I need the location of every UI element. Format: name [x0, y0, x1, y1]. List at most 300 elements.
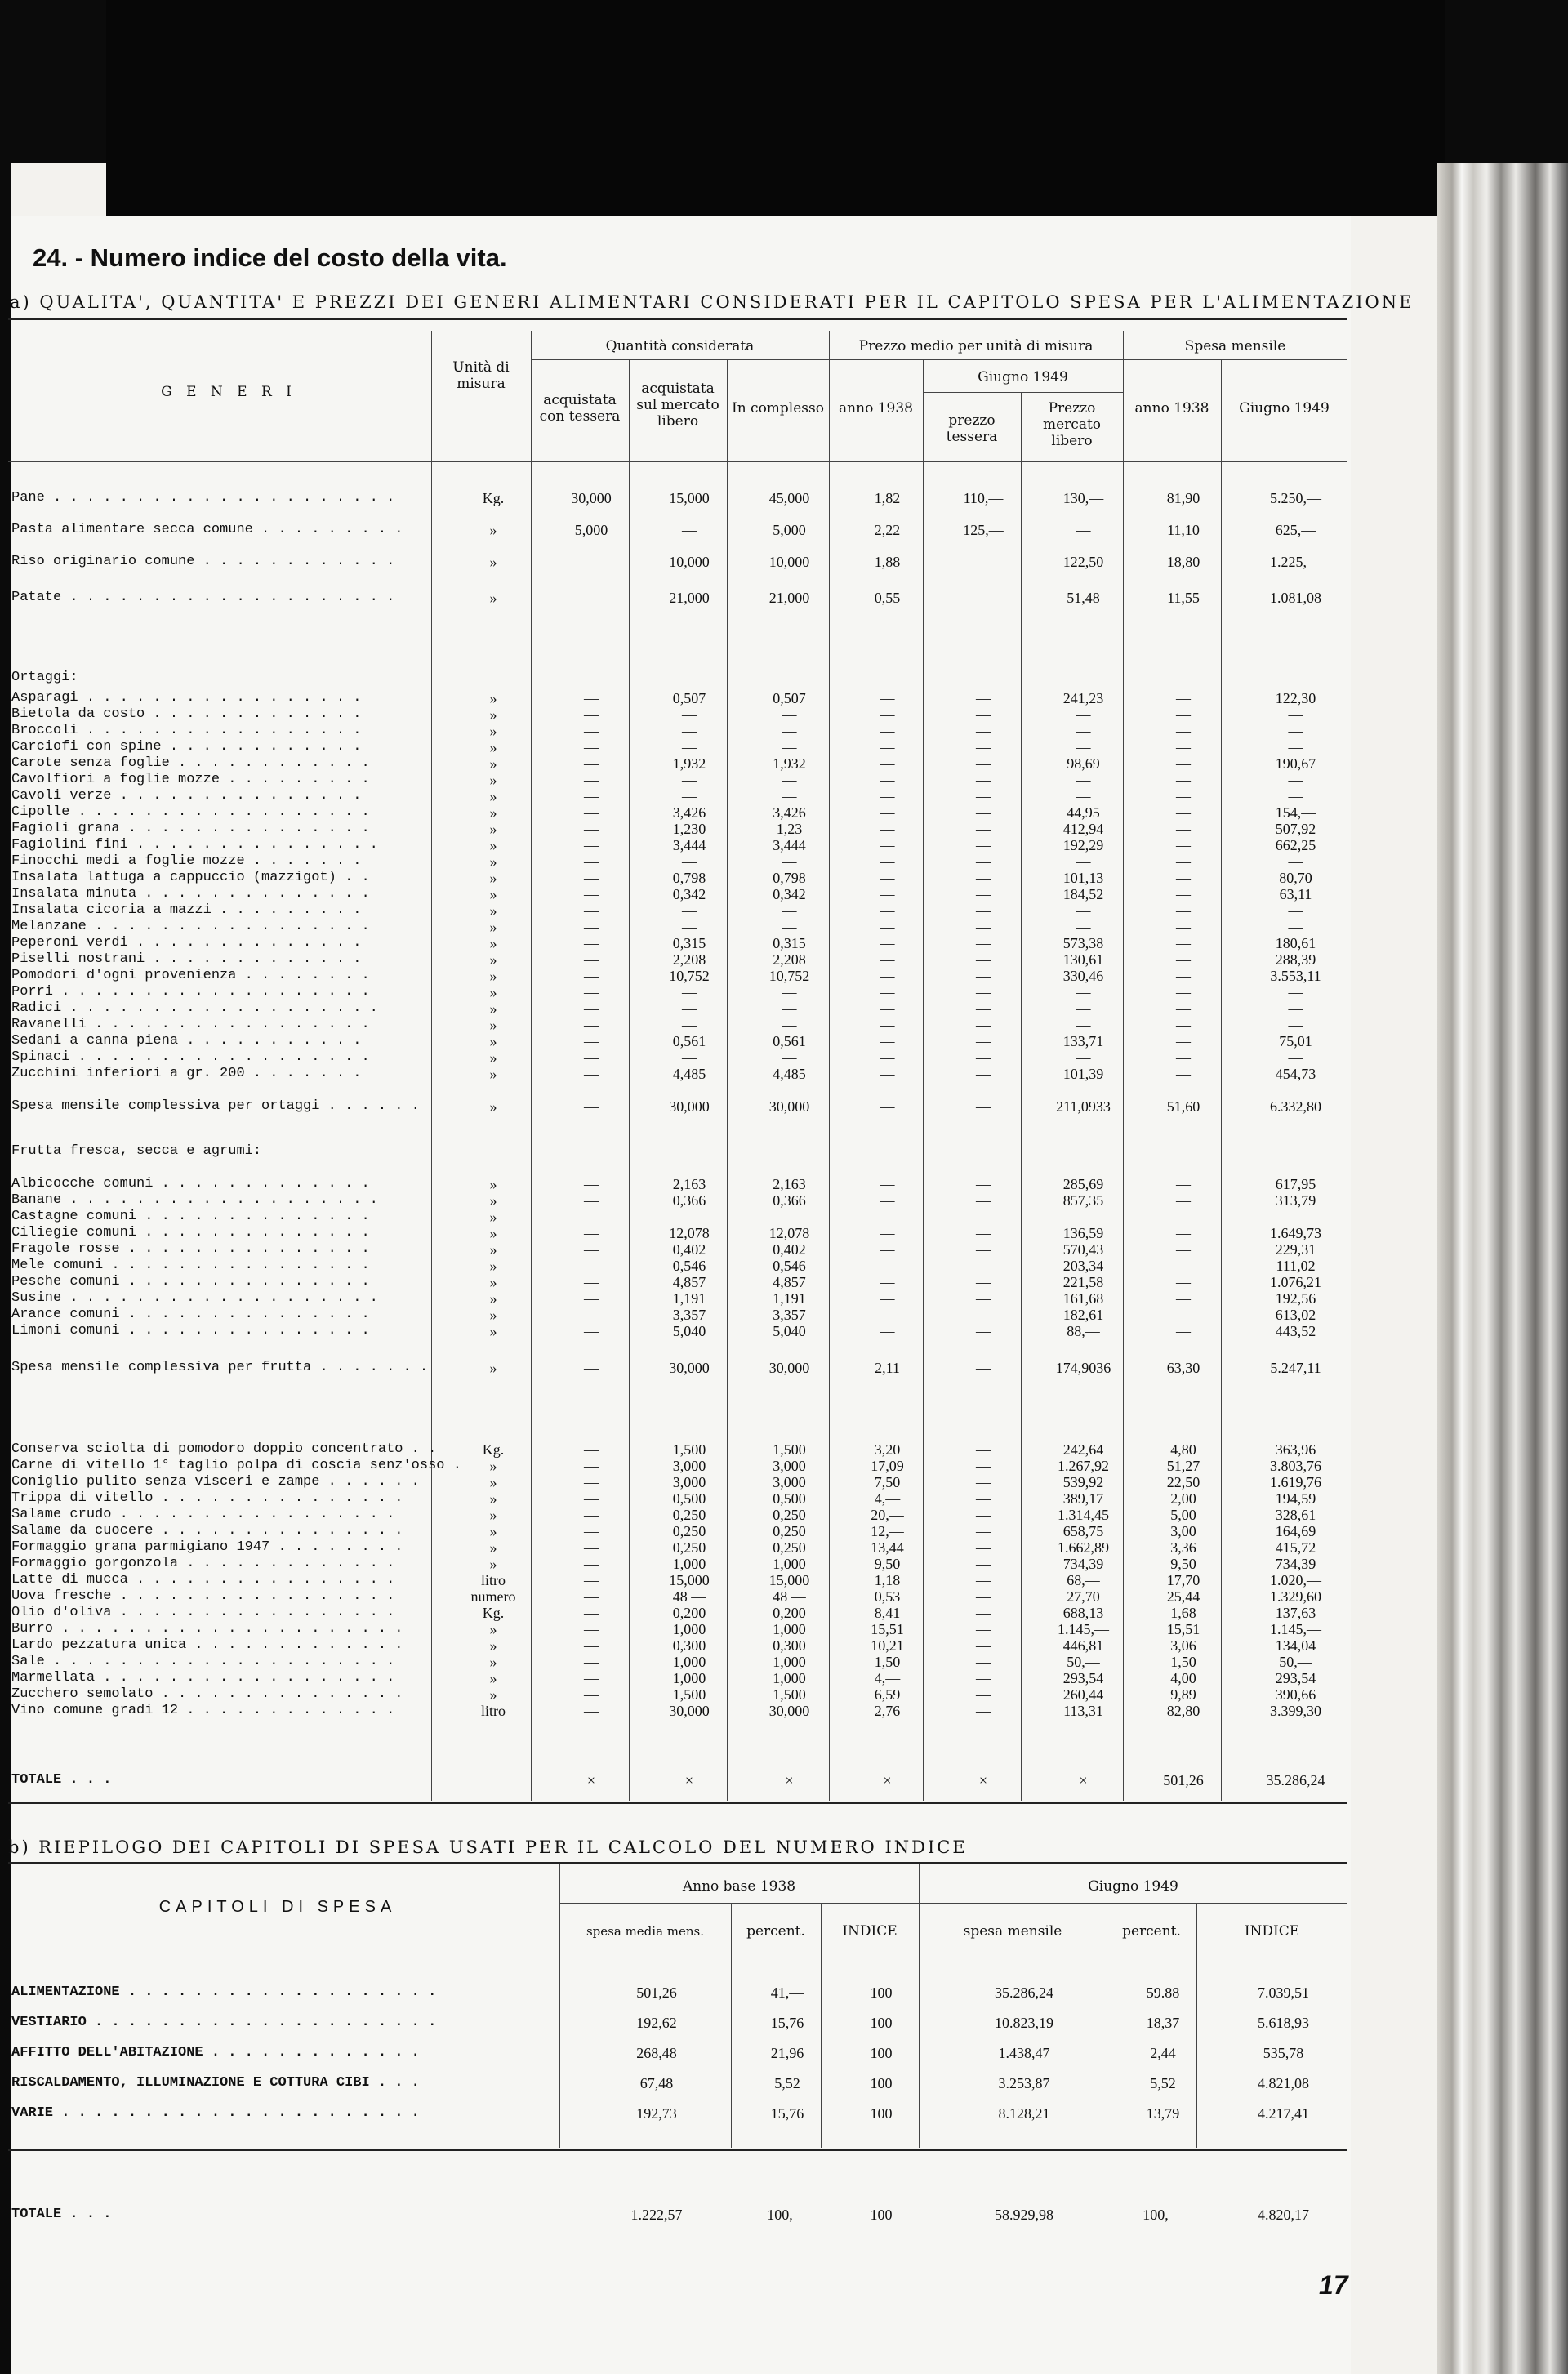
- table-cell: —: [976, 1490, 991, 1507]
- table-cell: —: [584, 1049, 599, 1066]
- row-label: Asparagi . . . . . . . . . . . . . . . . .: [11, 690, 362, 706]
- table-cell: —: [1176, 1049, 1191, 1066]
- table-cell: 13,44: [871, 1539, 904, 1556]
- table-cell: 0,300: [672, 1637, 706, 1654]
- table-cell: —: [782, 772, 797, 788]
- table-cell: —: [1288, 723, 1303, 739]
- table-cell: —: [976, 1556, 991, 1572]
- table-cell: 412,94: [1062, 821, 1104, 837]
- row-label: Marmellata . . . . . . . . . . . . . . . . . .: [11, 1670, 395, 1686]
- table-cell: —: [1076, 788, 1091, 804]
- table-cell: 0,315: [672, 935, 706, 951]
- table-cell: »: [489, 1307, 497, 1323]
- table-cell: —: [584, 837, 599, 853]
- row-label: Radici . . . . . . . . . . . . . . . . . . .: [11, 1000, 378, 1016]
- table-cell: —: [880, 837, 895, 853]
- row-label: AFFITTO DELL'ABITAZIONE . . . . . . . . . . . . .: [11, 2045, 420, 2060]
- header-giugno: Giugno 1949: [978, 369, 1068, 385]
- table-cell: ×: [684, 1772, 694, 1788]
- row-label: Fagioli grana . . . . . . . . . . . . . . .: [11, 821, 370, 836]
- table-cell: 3,00: [1170, 1523, 1196, 1539]
- table-cell: 100: [870, 2207, 893, 2223]
- table-cell: —: [1288, 739, 1303, 755]
- row-label: Patate . . . . . . . . . . . . . . . . . . . .: [11, 590, 395, 605]
- table-cell: »: [489, 1225, 497, 1241]
- table-cell: —: [880, 1066, 895, 1082]
- table-cell: —: [782, 919, 797, 935]
- table-cell: —: [682, 1049, 697, 1066]
- table-cell: —: [880, 853, 895, 870]
- table-cell: —: [976, 1588, 991, 1605]
- table-cell: —: [584, 1507, 599, 1523]
- table-cell: 80,70: [1279, 870, 1312, 886]
- table-cell: Kg.: [482, 1441, 505, 1458]
- table-cell: —: [976, 902, 991, 919]
- table-cell: —: [1176, 1033, 1191, 1049]
- table-cell: litro: [481, 1572, 506, 1588]
- row-label: Arance comuni . . . . . . . . . . . . . . .: [11, 1307, 370, 1322]
- table-cell: 507,92: [1275, 821, 1316, 837]
- header-q-complesso: In complesso: [731, 400, 824, 416]
- table-cell: »: [489, 1458, 497, 1474]
- table-cell: —: [976, 554, 991, 570]
- table-cell: —: [782, 1017, 797, 1033]
- table-cell: —: [1176, 1274, 1191, 1290]
- table-cell: 1,23: [776, 821, 803, 837]
- table-cell: 18,37: [1146, 2015, 1180, 2031]
- table-cell: 1,000: [773, 1654, 806, 1670]
- table-cell: 50,—: [1279, 1654, 1312, 1670]
- table-cell: —: [584, 853, 599, 870]
- row-label: Spesa mensile complessiva per ortaggi . . . . . .: [11, 1098, 420, 1114]
- table-cell: 0,546: [672, 1258, 706, 1274]
- table-cell: »: [489, 739, 497, 755]
- table-cell: —: [1176, 886, 1191, 902]
- row-label: Latte di mucca . . . . . . . . . . . . . . . .: [11, 1572, 395, 1588]
- table-cell: —: [976, 1192, 991, 1209]
- table-cell: 0,546: [773, 1258, 806, 1274]
- table-cell: —: [584, 1290, 599, 1307]
- table-cell: »: [489, 755, 497, 772]
- table-cell: »: [489, 1360, 497, 1376]
- row-label: Mele comuni . . . . . . . . . . . . . . . .: [11, 1258, 370, 1273]
- table-cell: 35.286,24: [995, 1984, 1054, 2001]
- table-cell: —: [976, 804, 991, 821]
- table-cell: 617,95: [1275, 1176, 1316, 1192]
- table-cell: 100,—: [767, 2207, 808, 2223]
- table-cell: ×: [586, 1772, 596, 1788]
- table-cell: 1.081,08: [1270, 590, 1321, 606]
- table-cell: »: [489, 951, 497, 968]
- table-cell: 59.88: [1146, 1984, 1180, 2001]
- table-cell: —: [976, 1360, 991, 1376]
- table-cell: 0,250: [672, 1523, 706, 1539]
- table-cell: 415,72: [1275, 1539, 1316, 1556]
- table-cell: —: [1288, 919, 1303, 935]
- table-cell: —: [584, 1556, 599, 1572]
- table-cell: 75,01: [1279, 1033, 1312, 1049]
- table-cell: 63,11: [1279, 886, 1312, 902]
- row-label: Spesa mensile complessiva per frutta . . . . . . .: [11, 1360, 429, 1375]
- table-cell: 63,30: [1166, 1360, 1200, 1376]
- table-cell: 734,39: [1062, 1556, 1104, 1572]
- table-cell: 1,68: [1170, 1605, 1196, 1621]
- table-cell: —: [976, 1000, 991, 1017]
- row-label: Fragole rosse . . . . . . . . . . . . . . .: [11, 1241, 370, 1257]
- table-cell: »: [489, 1017, 497, 1033]
- header-quantita: Quantità considerata: [605, 338, 755, 354]
- row-label: RISCALDAMENTO, ILLUMINAZIONE E COTTURA CIBI . . .: [11, 2075, 420, 2091]
- table-cell: 5,040: [773, 1323, 806, 1339]
- table-cell: 100,—: [1143, 2207, 1183, 2223]
- header-capitoli: CAPITOLI DI SPESA: [158, 1898, 397, 1916]
- table-cell: 35.286,24: [1266, 1772, 1325, 1788]
- table-cell: —: [584, 1670, 599, 1686]
- row-label: Conserva sciolta di pomodoro doppio concentrato . .: [11, 1441, 437, 1457]
- table-cell: 293,54: [1275, 1670, 1316, 1686]
- table-cell: 8.128,21: [998, 2105, 1050, 2122]
- table-cell: 0,507: [773, 690, 806, 706]
- table-cell: »: [489, 1686, 497, 1703]
- table-cell: —: [1288, 984, 1303, 1000]
- table-cell: »: [489, 1290, 497, 1307]
- table-cell: »: [489, 1507, 497, 1523]
- table-b-title: b) RIEPILOGO DEI CAPITOLI DI SPESA USATI PER IL CALCOLO DEL NUMERO INDICE: [8, 1837, 968, 1857]
- row-label: Banane . . . . . . . . . . . . . . . . . . .: [11, 1192, 378, 1208]
- table-cell: 21,000: [768, 590, 810, 606]
- table-cell: —: [584, 1176, 599, 1192]
- table-row: [11, 1772, 1351, 1792]
- book-gutter: [1437, 163, 1568, 2374]
- table-cell: 20,—: [871, 1507, 904, 1523]
- row-label: Vino comune gradi 12 . . . . . . . . . . . . .: [11, 1703, 395, 1718]
- table-cell: 1.145,—: [1058, 1621, 1109, 1637]
- row-label: Ciliegie comuni . . . . . . . . . . . . . .: [11, 1225, 370, 1240]
- table-cell: —: [782, 723, 797, 739]
- table-cell: 15,76: [770, 2105, 804, 2122]
- table-cell: 2,00: [1170, 1490, 1196, 1507]
- table-cell: —: [1288, 902, 1303, 919]
- table-cell: —: [1288, 853, 1303, 870]
- table-cell: 6,59: [874, 1686, 901, 1703]
- table-cell: ×: [978, 1772, 988, 1788]
- table-cell: —: [584, 1258, 599, 1274]
- table-cell: —: [880, 788, 895, 804]
- table-cell: 15,000: [669, 490, 710, 506]
- table-cell: —: [976, 1670, 991, 1686]
- table-cell: 5,040: [672, 1323, 706, 1339]
- table-cell: ×: [1079, 1772, 1088, 1788]
- table-cell: —: [880, 772, 895, 788]
- table-cell: —: [1176, 706, 1191, 723]
- table-cell: 1,18: [874, 1572, 901, 1588]
- table-cell: —: [584, 1523, 599, 1539]
- table-cell: —: [976, 1507, 991, 1523]
- table-cell: —: [1076, 902, 1091, 919]
- table-cell: 2,76: [874, 1703, 901, 1719]
- table-cell: —: [584, 1539, 599, 1556]
- table-cell: —: [880, 1225, 895, 1241]
- table-cell: —: [584, 1017, 599, 1033]
- table-cell: 113,31: [1063, 1703, 1103, 1719]
- table-cell: 180,61: [1275, 935, 1316, 951]
- table-cell: —: [1176, 690, 1191, 706]
- table-cell: 0,561: [672, 1033, 706, 1049]
- table-cell: 1.076,21: [1270, 1274, 1321, 1290]
- table-cell: 3.553,11: [1270, 968, 1321, 984]
- table-cell: 3,444: [773, 837, 806, 853]
- table-cell: —: [682, 919, 697, 935]
- table-cell: —: [1176, 968, 1191, 984]
- table-cell: 10,752: [669, 968, 710, 984]
- table-cell: 3.803,76: [1270, 1458, 1321, 1474]
- table-cell: 22,50: [1166, 1474, 1200, 1490]
- table-cell: —: [976, 821, 991, 837]
- table-cell: —: [1288, 772, 1303, 788]
- table-cell: —: [976, 1323, 991, 1339]
- row-label: Cavolfiori a foglie mozze . . . . . . . . .: [11, 772, 370, 787]
- table-cell: 2,44: [1150, 2045, 1176, 2061]
- table-cell: 3,426: [672, 804, 706, 821]
- table-cell: —: [584, 706, 599, 723]
- row-label: Zucchero semolato . . . . . . . . . . . . . . .: [11, 1686, 403, 1702]
- table-cell: »: [489, 1323, 497, 1339]
- table-cell: 0,342: [773, 886, 806, 902]
- row-label: Insalata minuta . . . . . . . . . . . . . .: [11, 886, 370, 902]
- row-label: Salame crudo . . . . . . . . . . . . . . . . .: [11, 1507, 395, 1522]
- table-cell: 2,11: [875, 1360, 900, 1376]
- table-cell: 1.662,89: [1058, 1539, 1109, 1556]
- table-row: [11, 1703, 1351, 1722]
- table-cell: 0,561: [773, 1033, 806, 1049]
- header-q-libero: acquistata sul mercato libero: [636, 381, 719, 430]
- table-cell: —: [1076, 706, 1091, 723]
- table-cell: 4.217,41: [1258, 2105, 1309, 2122]
- table-cell: numero: [470, 1588, 516, 1605]
- table-cell: 51,60: [1166, 1098, 1200, 1115]
- table-cell: —: [880, 804, 895, 821]
- table-cell: —: [584, 968, 599, 984]
- table-cell: 328,61: [1275, 1507, 1316, 1523]
- table-cell: 229,31: [1275, 1241, 1316, 1258]
- table-cell: —: [880, 870, 895, 886]
- table-cell: —: [976, 853, 991, 870]
- table-cell: —: [584, 1360, 599, 1376]
- table-row: [11, 490, 1351, 510]
- table-cell: 203,34: [1062, 1258, 1104, 1274]
- table-cell: 454,73: [1275, 1066, 1316, 1082]
- table-cell: 0,200: [672, 1605, 706, 1621]
- table-cell: 0,402: [672, 1241, 706, 1258]
- header-percent: percent.: [746, 1923, 805, 1940]
- table-cell: 12,—: [871, 1523, 904, 1539]
- table-cell: 30,000: [571, 490, 612, 506]
- header-giugno-1949: Giugno 1949: [1088, 1878, 1178, 1895]
- table-cell: 5.618,93: [1258, 2015, 1309, 2031]
- table-cell: 0,300: [773, 1637, 806, 1654]
- table-cell: 1,82: [874, 490, 901, 506]
- table-cell: 130,—: [1062, 490, 1104, 506]
- table-cell: 4,857: [672, 1274, 706, 1290]
- row-label: Carote senza foglie . . . . . . . . . . . .: [11, 755, 370, 771]
- table-cell: —: [584, 1474, 599, 1490]
- table-cell: —: [1076, 1000, 1091, 1017]
- table-row: [11, 2015, 1351, 2034]
- table-cell: 125,—: [963, 522, 1004, 538]
- table-cell: 0,200: [773, 1605, 806, 1621]
- table-cell: 15,76: [770, 2015, 804, 2031]
- table-cell: —: [782, 788, 797, 804]
- table-cell: 10,752: [768, 968, 810, 984]
- table-row: [11, 2105, 1351, 2125]
- table-cell: 363,96: [1275, 1441, 1316, 1458]
- row-label: Cavoli verze . . . . . . . . . . . . . . .: [11, 788, 362, 804]
- table-cell: —: [1176, 837, 1191, 853]
- table-cell: —: [584, 772, 599, 788]
- table-cell: 1,000: [672, 1621, 706, 1637]
- table-cell: —: [682, 788, 697, 804]
- table-cell: —: [976, 1176, 991, 1192]
- table-cell: 0,507: [672, 690, 706, 706]
- table-cell: 101,39: [1062, 1066, 1104, 1082]
- table-cell: 174,9036: [1055, 1360, 1111, 1376]
- table-cell: —: [584, 1241, 599, 1258]
- table-cell: Kg.: [482, 1605, 505, 1621]
- table-cell: 4.820,17: [1258, 2207, 1309, 2223]
- row-label: Sale . . . . . . . . . . . . . . . . . . . . .: [11, 1654, 395, 1669]
- table-cell: »: [489, 886, 497, 902]
- table-cell: —: [976, 590, 991, 606]
- table-cell: 154,—: [1275, 804, 1316, 821]
- table-cell: 1.225,—: [1270, 554, 1321, 570]
- scan-dark-area: [106, 0, 1446, 216]
- table-cell: 51,27: [1166, 1458, 1200, 1474]
- table-cell: »: [489, 1654, 497, 1670]
- row-label: Formaggio grana parmigiano 1947 . . . . . . . .: [11, 1539, 403, 1555]
- table-cell: »: [489, 1637, 497, 1654]
- table-cell: »: [489, 1274, 497, 1290]
- row-label: Riso originario comune . . . . . . . . . . . .: [11, 554, 395, 569]
- table-cell: —: [976, 935, 991, 951]
- table-cell: ×: [883, 1772, 892, 1788]
- header-spesa: Spesa mensile: [1184, 338, 1286, 354]
- header-rule: [8, 461, 1348, 462]
- table-cell: 98,69: [1067, 755, 1100, 772]
- table-cell: 1,50: [1170, 1654, 1196, 1670]
- table-cell: —: [1176, 755, 1191, 772]
- table-cell: —: [880, 1323, 895, 1339]
- header-generi: G E N E R I: [161, 384, 296, 400]
- table-cell: —: [584, 723, 599, 739]
- table-cell: 122,30: [1275, 690, 1316, 706]
- header-indice: INDICE: [842, 1923, 898, 1940]
- table-cell: —: [584, 821, 599, 837]
- table-cell: —: [584, 1588, 599, 1605]
- table-cell: 100: [870, 2045, 893, 2061]
- header-indice: INDICE: [1244, 1923, 1300, 1940]
- table-cell: 3,000: [672, 1458, 706, 1474]
- table-cell: —: [584, 1654, 599, 1670]
- table-cell: —: [782, 1000, 797, 1017]
- table-cell: —: [880, 984, 895, 1000]
- table-cell: 30,000: [669, 1098, 710, 1115]
- table-cell: —: [976, 788, 991, 804]
- table-cell: 3,357: [672, 1307, 706, 1323]
- table-cell: 1,000: [672, 1670, 706, 1686]
- table-cell: 0,798: [773, 870, 806, 886]
- table-cell: 0,500: [773, 1490, 806, 1507]
- table-cell: 5.247,11: [1270, 1360, 1321, 1376]
- table-cell: —: [976, 1307, 991, 1323]
- table-cell: 0,55: [874, 590, 901, 606]
- table-cell: 313,79: [1275, 1192, 1316, 1209]
- table-cell: —: [1076, 723, 1091, 739]
- row-label: Carne di vitello 1° taglio polpa di coscia senz'osso .: [11, 1458, 461, 1473]
- table-cell: 15,000: [768, 1572, 810, 1588]
- table-cell: »: [489, 522, 497, 538]
- table-row: [11, 1143, 1351, 1163]
- table-row: [11, 2045, 1351, 2064]
- table-cell: 1.314,45: [1058, 1507, 1109, 1523]
- table-cell: »: [489, 1000, 497, 1017]
- table-cell: 658,75: [1062, 1523, 1104, 1539]
- table-cell: 4,—: [874, 1490, 901, 1507]
- table-cell: 7.039,51: [1258, 1984, 1309, 2001]
- table-cell: 5.250,—: [1270, 490, 1321, 506]
- table-cell: —: [880, 1274, 895, 1290]
- table-cell: —: [782, 984, 797, 1000]
- table-cell: —: [682, 739, 697, 755]
- table-row: [11, 1323, 1351, 1343]
- table-cell: 101,13: [1062, 870, 1104, 886]
- table-cell: 50,—: [1067, 1654, 1100, 1670]
- table-cell: 27,70: [1067, 1588, 1100, 1605]
- table-cell: 164,69: [1275, 1523, 1316, 1539]
- table-cell: —: [976, 1441, 991, 1458]
- table-cell: 25,44: [1166, 1588, 1200, 1605]
- table-cell: —: [1176, 984, 1191, 1000]
- table-cell: »: [489, 1209, 497, 1225]
- row-label: Insalata cicoria a mazzi . . . . . . . . .: [11, 902, 362, 918]
- table-cell: 4,485: [672, 1066, 706, 1082]
- table-cell: 1,932: [672, 755, 706, 772]
- table-cell: 4,00: [1170, 1670, 1196, 1686]
- table-cell: 2,208: [773, 951, 806, 968]
- table-cell: »: [489, 706, 497, 723]
- table-cell: —: [1176, 1000, 1191, 1017]
- table-cell: 11,55: [1167, 590, 1200, 606]
- table-cell: —: [1076, 853, 1091, 870]
- table-cell: —: [880, 935, 895, 951]
- table-cell: 446,81: [1062, 1637, 1104, 1654]
- table-cell: —: [976, 1686, 991, 1703]
- table-cell: 3,426: [773, 804, 806, 821]
- table-cell: 2,163: [773, 1176, 806, 1192]
- table-cell: 88,—: [1067, 1323, 1100, 1339]
- row-label: Carciofi con spine . . . . . . . . . . . .: [11, 739, 362, 755]
- table-row: [11, 670, 1351, 689]
- row-label: Burro . . . . . . . . . . . . . . . . . . . . .: [11, 1621, 403, 1637]
- table-cell: »: [489, 919, 497, 935]
- table-cell: 389,17: [1062, 1490, 1104, 1507]
- table-cell: 15,000: [669, 1572, 710, 1588]
- table-cell: 1,500: [773, 1441, 806, 1458]
- table-cell: 570,43: [1062, 1241, 1104, 1258]
- table-cell: —: [584, 739, 599, 755]
- table-cell: 3,36: [1170, 1539, 1196, 1556]
- table-cell: —: [1288, 1000, 1303, 1017]
- table-cell: —: [976, 1066, 991, 1082]
